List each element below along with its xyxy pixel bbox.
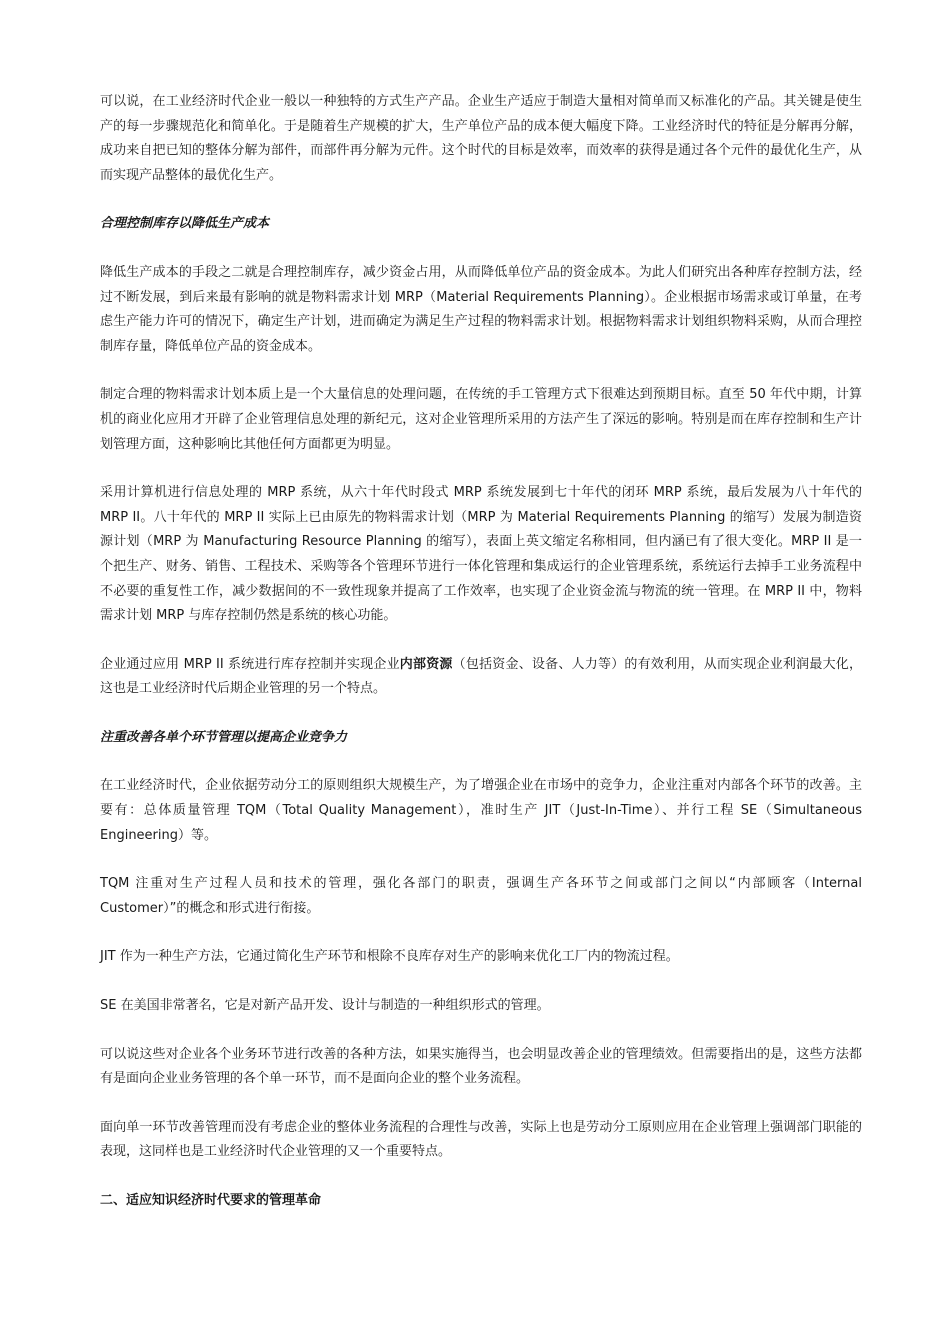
paragraph-tqm: TQM 注重对生产过程人员和技术的管理，强化各部门的职责，强调生产各环节之间或部门之间以“内部顾客（Internal Customer）”的概念和形式进行衔接。 <box>100 876 862 916</box>
section-heading-inventory-control: 合理控制库存以降低生产成本 <box>100 216 270 232</box>
paragraph-method-limitations: 可以说这些对企业各个业务环节进行改善的各种方法，如果实施得当，也会明显改善企业的管理绩效。但需要指出的是，这些方法都有是面向企业业务管理的各个单一环节，而不是面向企业的整个业务流程。 <box>100 1046 862 1087</box>
paragraph-industrial-economy: 可以说，在工业经济时代企业一般以一种独特的方式生产产品。企业生产适应于制造大量相对简单而又标准化的产品。其关键是使生产的每一步骤规范化和简单化。于是随着生产规模的扩大，生产单位产品的成本便大幅度下降。工业经济时代的特征是分解再分解，成功来自把已知的整体分解为部件，而部件再分解为元件。这个时代的目标是效率，而效率的获得是通过各个元件的最优化生产，从而实现产品整体的最优化生产。 <box>100 94 862 183</box>
paragraph-mrp-intro: 降低生产成本的手段之二就是合理控制库存，减少资金占用，从而降低单位产品的资金成本。为此人们研究出各种库存控制方法，经过不断发展，到后来最有影响的就是物料需求计划 MRP（Material Requirements Planning）。企业根据市场需求或订单量，在考虑生产能力许可的情况下，确定生产计划，进而确定为满足生产过程的物料需求计划。根据物料需求计划组织物料采购，从而合理控制库存量，降低单位产品的资金成本。 <box>100 264 862 354</box>
paragraph-jit: JIT 作为一种生产方法，它通过简化生产环节和根除不良库存对生产的影响来优化工厂内的物流过程。 <box>100 949 679 965</box>
paragraph-mrp-ii: 采用计算机进行信息处理的 MRP 系统，从六十年代时段式 MRP 系统发展到七十年代的闭环 MRP 系统，最后发展为八十年代的 MRP II。八十年代的 MRP II 实际上已由原先的物料需求计划（MRP 为 Material Requirements Planning 的缩写）发展为制造资源计划（MRP 为 Manufacturing Resource Planning 的缩写），表面上英文缩定名称相同，但内涵已有了很大变化。MRP II 是一个把生产、财务、销售、工程技术、采购等各个管理环节进行一体化管理和集成运行的企业管理系统，系统运行去掉手工业务流程中不必要的重复性工作，减少数据间的不一致性现象并提高了工作效率，也实现了企业资金流与物流的统一管理。在 MRP II 中，物料需求计划 MRP 与库存控制仍然是系统的核心功能。 <box>100 485 862 624</box>
paragraph-internal-resources-tail: （包括资金、设备、人力等）的有效利用，从而实现企业利润最大化，这也是工业经济时代后期企业管理的另一个特点。 <box>100 656 862 697</box>
paragraph-internal-resources <box>100 653 862 702</box>
paragraph-division-of-labor: 面向单一环节改善管理而没有考虑企业的整体业务流程的合理性与改善，实际上也是劳动分工原则应用在企业管理上强调部门职能的表现，这同样也是工业经济时代企业管理的又一个重要特点。 <box>100 1119 862 1160</box>
document-body <box>100 90 862 1238</box>
section-heading-knowledge-economy: 二、适应知识经济时代要求的管理革命 <box>100 1193 322 1208</box>
section-heading-competitiveness: 注重改善各单个环节管理以提高企业竞争力 <box>100 729 348 745</box>
paragraph-se: SE 在美国非常著名，它是对新产品开发、设计与制造的一种组织形式的管理。 <box>100 998 550 1014</box>
paragraph-internal-resources-lead: 企业通过应用 MRP II 系统进行库存控制并实现企业 <box>100 656 400 672</box>
paragraph-information-processing: 制定合理的物料需求计划本质上是一个大量信息的处理问题，在传统的手工管理方式下很难达到预期目标。直至 50 年代中期，计算机的商业化应用才开辟了企业管理信息处理的新纪元，这对企业管理所采用的方法产生了深远的影响。特别是而在库存控制和生产计划管理方面，这种影响比其他任何方面都更为明显。 <box>100 387 862 452</box>
paragraph-improvement-methods: 在工业经济时代，企业依据劳动分工的原则组织大规模生产，为了增强企业在市场中的竞争力，企业注重对内部各个环节的改善。主要有：总体质量管理 TQM（Total Quality Management），准时生产 JIT（Just-In-Time）、并行工程 SE（Simultaneous Engineering）等。 <box>100 778 862 843</box>
internal-resources-emphasis: 内部资源 <box>399 656 453 672</box>
